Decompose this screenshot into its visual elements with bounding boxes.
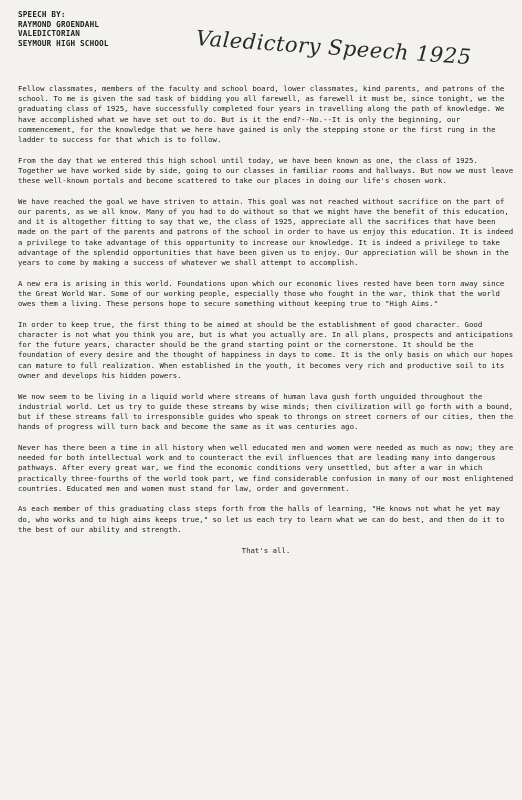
header-line: RAYMOND GROENDAHL <box>18 19 100 29</box>
paragraph: Never has there been a time in all history when well educated men and women were needed as much as now; they are needed for both intellectual work and to counteract the evil influences that are leading many into dangerous pathways. After every great war, we find the economic conditions very unsettled, but after a war in which practically three-fourths of the world took part, we find considerable confusion in many of our most enlightened countries. Educated men and women must stand for law, order and government. <box>18 442 514 493</box>
header-line: VALEDICTORIAN <box>18 29 81 39</box>
paragraph: From the day that we entered this high school until today, we have been known as one, the class of 1925. Together we have worked side by side, going to our classes in familiar rooms and hallways. But now we must leave these well-known portals and become scattered to take our places in doing our life's chosen work. <box>18 155 514 186</box>
header-line: SEYMOUR HIGH SCHOOL <box>18 38 109 48</box>
paragraph: As each member of this graduating class steps forth from the halls of learning, "He knows not what he yet may do, who works and to high aims keeps true," so let us each try to learn what we can do best, and then do it to the best of our ability and strength. <box>18 504 505 534</box>
paragraph: We now seem to be living in a liquid world where streams of human lava gush forth unguided throughout the industrial world. Let us try to guide these streams by wise minds; then civilization will go forth with a bound, but if these streams fall to irresponsible guides who speak to throngs on street corners of our cities, then the hands of progress will turn back and become the same as it was centuries ago. <box>18 391 514 432</box>
handwritten-title: Valedictory Speech 1925 <box>195 26 473 70</box>
paragraph: A new era is arising in this world. Foundations upon which our economic lives rested have been torn away since the Great World War. Some of our working people, especially those who fought in the war, think that the world owes them a living. These persons hope to secure something without keeping true to "High Aims." <box>18 278 505 309</box>
paragraph: We have reached the goal we have striven to attain. This goal was not reached without sacrifice on the part of our parents, as we all know. Many of you had to do without so that we might have the benefit of this education, and it is altogether fitting to say that we, the class of 1925, appreciate all the sacrifices that have been made on the part of the parents and patrons of the school in order to have us enjoy this education. It is indeed a privilege to take advantage of this opportunity to increase our knowledge. It is indeed a privilege to take advantage of the splendid opportunities that have been given us to enjoy. Our appreciation will be shown in the years to come by making a success of whatever we shall attempt to accomplish. <box>18 196 514 268</box>
paragraph: Fellow classmates, members of the faculty and school board, lower classmates, kind parents, and patrons of the school. To me is given the sad task of bidding you all farewell, as farewell it must be, since tonight, we the graduating class of 1925, have successfully completed four years in travelling along the path of knowledge. We have accomplished what we have set out to do. But is it the end?--No.--It is only the beginning, our commencement, for the knowledge that we here have gained is only the stepping stone or the first rung in the ladder to success for that which is to follow. <box>18 84 505 145</box>
speech-body <box>18 84 514 555</box>
paragraph: In order to keep true, the first thing to be aimed at should be the establishment of good character. Good character is not what you think you are, but is what you actually are. In all plans, prospects and anticipations for the future years, character should be the grand starting point or the cornerstone. It should be the foundation of every desire and the thought of happiness in days to come. It is the only basis on which our hopes can mature to full realization. When established in the youth, it becomes very rich and productive soil to its owner and develops his hidden powers. <box>18 319 514 380</box>
speech-header <box>18 10 109 48</box>
header-line: SPEECH BY: <box>18 10 66 19</box>
closing-line: That's all. <box>241 545 291 555</box>
